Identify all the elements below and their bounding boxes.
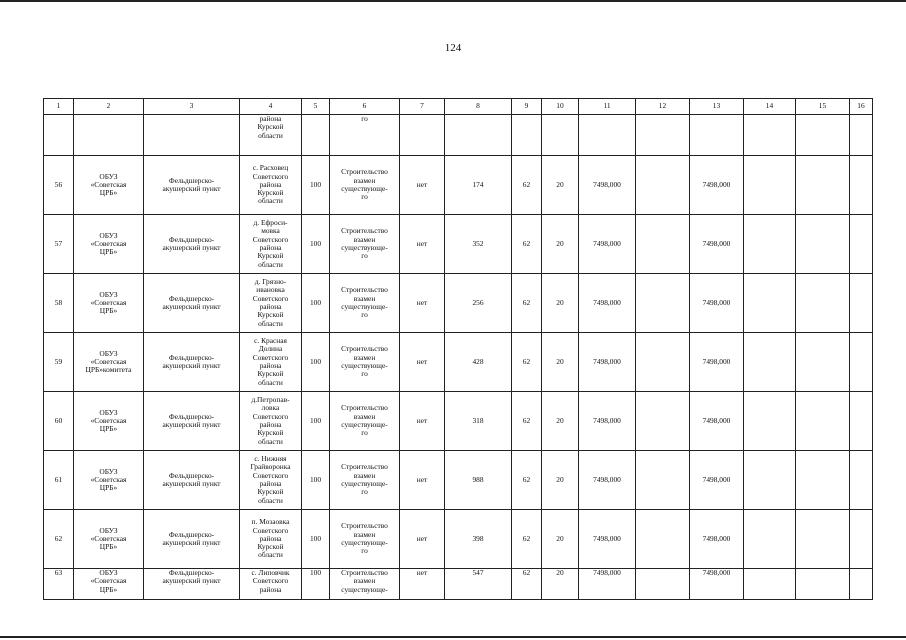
cell-14 (744, 510, 796, 569)
cell-15 (796, 156, 850, 215)
table-cell (302, 115, 330, 156)
column-header: 9 (512, 99, 542, 115)
column-header: 6 (330, 99, 400, 115)
cell-16 (850, 510, 873, 569)
row-number-cell: 58 (44, 274, 74, 333)
location-cell: д. Ефроси- мовка Советского района Курской области (240, 215, 302, 274)
cell-12 (636, 392, 690, 451)
column-header: 12 (636, 99, 690, 115)
table-row (44, 274, 873, 333)
cell-16 (850, 215, 873, 274)
table-row (44, 333, 873, 392)
cost-cell: 7498,000 (579, 451, 636, 510)
column-header: 2 (74, 99, 144, 115)
purpose-cell: Строительство взамен существующе- го (330, 392, 400, 451)
capacity-cell: 100 (302, 215, 330, 274)
cell-12 (636, 510, 690, 569)
column-header: 10 (542, 99, 579, 115)
total-cost-cell: 7498,000 (690, 274, 744, 333)
cell-9: 62 (512, 510, 542, 569)
cell-14 (744, 274, 796, 333)
cell-16 (850, 333, 873, 392)
table-row (44, 215, 873, 274)
purpose-cell: го (330, 115, 400, 156)
table-cell (400, 115, 445, 156)
cell-8: 174 (445, 156, 512, 215)
purpose-cell: Строительство взамен существующе- го (330, 156, 400, 215)
cell-16 (850, 451, 873, 510)
cell-8: 318 (445, 392, 512, 451)
organization-cell: ОБУЗ «Советская ЦРБ» (74, 156, 144, 215)
facility-type-cell: Фельдшерско- акушерский пункт (144, 215, 240, 274)
purpose-cell: Строительство взамен существующе- (330, 569, 400, 600)
cost-cell: 7498,000 (579, 333, 636, 392)
table-row (44, 451, 873, 510)
capacity-cell: 100 (302, 274, 330, 333)
cell-8: 398 (445, 510, 512, 569)
cell-12 (636, 451, 690, 510)
cell-7: нет (400, 274, 445, 333)
cost-cell: 7498,000 (579, 392, 636, 451)
cell-9: 62 (512, 569, 542, 600)
column-header: 4 (240, 99, 302, 115)
cell-15 (796, 333, 850, 392)
register-table (43, 98, 873, 600)
cell-16 (850, 156, 873, 215)
cell-9: 62 (512, 156, 542, 215)
organization-cell: ОБУЗ «Советская ЦРБ» (74, 392, 144, 451)
capacity-cell: 100 (302, 392, 330, 451)
cell-10: 20 (542, 392, 579, 451)
location-cell: с. Липовчик Советского района (240, 569, 302, 600)
cell-15 (796, 392, 850, 451)
column-header: 5 (302, 99, 330, 115)
cell-16 (850, 569, 873, 600)
facility-type-cell: Фельдшерско- акушерский пункт (144, 510, 240, 569)
cell-14 (744, 156, 796, 215)
facility-type-cell: Фельдшерско- акушерский пункт (144, 156, 240, 215)
location-cell: района Курской области (240, 115, 302, 156)
table-row (44, 392, 873, 451)
table-cell (44, 115, 74, 156)
cell-10: 20 (542, 510, 579, 569)
capacity-cell: 100 (302, 333, 330, 392)
location-cell: с. Красная Долина Советского района Курской области (240, 333, 302, 392)
total-cost-cell: 7498,000 (690, 569, 744, 600)
cost-cell: 7498,000 (579, 569, 636, 600)
table-row (44, 510, 873, 569)
facility-type-cell: Фельдшерско- акушерский пункт (144, 274, 240, 333)
capacity-cell: 100 (302, 569, 330, 600)
table-cell (74, 115, 144, 156)
cell-10: 20 (542, 156, 579, 215)
cell-8: 547 (445, 569, 512, 600)
cell-7: нет (400, 156, 445, 215)
cell-8: 988 (445, 451, 512, 510)
total-cost-cell: 7498,000 (690, 333, 744, 392)
table-cell (690, 115, 744, 156)
location-cell: д.Петропав- ловка Советского района Курской области (240, 392, 302, 451)
cell-14 (744, 569, 796, 600)
cell-12 (636, 569, 690, 600)
capacity-cell: 100 (302, 451, 330, 510)
continuation-row (44, 115, 873, 156)
cell-15 (796, 274, 850, 333)
cell-16 (850, 274, 873, 333)
column-header: 7 (400, 99, 445, 115)
header-row (44, 99, 873, 115)
location-cell: с. Расховец Советского района Курской области (240, 156, 302, 215)
cell-16 (850, 392, 873, 451)
cell-7: нет (400, 392, 445, 451)
column-header: 15 (796, 99, 850, 115)
table-cell (445, 115, 512, 156)
column-header: 16 (850, 99, 873, 115)
cell-12 (636, 333, 690, 392)
facility-type-cell: Фельдшерско- акушерский пункт (144, 333, 240, 392)
total-cost-cell: 7498,000 (690, 451, 744, 510)
purpose-cell: Строительство взамен существующе- го (330, 333, 400, 392)
cell-12 (636, 215, 690, 274)
table-row (44, 156, 873, 215)
facility-type-cell: Фельдшерско- акушерский пункт (144, 451, 240, 510)
page-bottom-border (0, 636, 906, 638)
column-header: 1 (44, 99, 74, 115)
location-cell: д. Грязно- ивановка Советского района Курской области (240, 274, 302, 333)
cell-10: 20 (542, 569, 579, 600)
purpose-cell: Строительство взамен существующе- го (330, 451, 400, 510)
column-header: 11 (579, 99, 636, 115)
table-cell (850, 115, 873, 156)
column-header: 3 (144, 99, 240, 115)
cell-10: 20 (542, 333, 579, 392)
cell-7: нет (400, 510, 445, 569)
cell-8: 352 (445, 215, 512, 274)
table-cell (542, 115, 579, 156)
organization-cell: ОБУЗ «Советская ЦРБ»комитета (74, 333, 144, 392)
purpose-cell: Строительство взамен существующе- го (330, 510, 400, 569)
cost-cell: 7498,000 (579, 274, 636, 333)
page-number: 124 (444, 42, 462, 54)
cell-9: 62 (512, 392, 542, 451)
cell-8: 428 (445, 333, 512, 392)
cost-cell: 7498,000 (579, 215, 636, 274)
cell-15 (796, 215, 850, 274)
page-top-border (0, 0, 906, 2)
cell-12 (636, 274, 690, 333)
cell-15 (796, 510, 850, 569)
row-number-cell: 62 (44, 510, 74, 569)
organization-cell: ОБУЗ «Советская ЦРБ» (74, 569, 144, 600)
row-number-cell: 61 (44, 451, 74, 510)
cell-7: нет (400, 333, 445, 392)
cell-9: 62 (512, 333, 542, 392)
row-number-cell: 63 (44, 569, 74, 600)
cell-10: 20 (542, 215, 579, 274)
cell-15 (796, 569, 850, 600)
table-row (44, 569, 873, 600)
purpose-cell: Строительство взамен существующе- го (330, 274, 400, 333)
total-cost-cell: 7498,000 (690, 392, 744, 451)
cell-10: 20 (542, 451, 579, 510)
cell-8: 256 (445, 274, 512, 333)
row-number-cell: 57 (44, 215, 74, 274)
table-cell (636, 115, 690, 156)
cell-15 (796, 451, 850, 510)
column-header: 14 (744, 99, 796, 115)
row-number-cell: 60 (44, 392, 74, 451)
cell-9: 62 (512, 451, 542, 510)
table-cell (144, 115, 240, 156)
table-cell (796, 115, 850, 156)
cell-14 (744, 333, 796, 392)
table-cell (579, 115, 636, 156)
cell-9: 62 (512, 215, 542, 274)
purpose-cell: Строительство взамен существующе- го (330, 215, 400, 274)
cell-7: нет (400, 215, 445, 274)
total-cost-cell: 7498,000 (690, 510, 744, 569)
table-cell (512, 115, 542, 156)
table-cell (744, 115, 796, 156)
organization-cell: ОБУЗ «Советская ЦРБ» (74, 274, 144, 333)
facility-type-cell: Фельдшерско- акушерский пункт (144, 392, 240, 451)
organization-cell: ОБУЗ «Советская ЦРБ» (74, 510, 144, 569)
facility-type-cell: Фельдшерско- акушерский пункт (144, 569, 240, 600)
cell-14 (744, 215, 796, 274)
cell-14 (744, 451, 796, 510)
total-cost-cell: 7498,000 (690, 215, 744, 274)
row-number-cell: 59 (44, 333, 74, 392)
cell-12 (636, 156, 690, 215)
capacity-cell: 100 (302, 156, 330, 215)
capacity-cell: 100 (302, 510, 330, 569)
cell-7: нет (400, 451, 445, 510)
column-header: 8 (445, 99, 512, 115)
organization-cell: ОБУЗ «Советская ЦРБ» (74, 215, 144, 274)
cost-cell: 7498,000 (579, 510, 636, 569)
cost-cell: 7498,000 (579, 156, 636, 215)
cell-9: 62 (512, 274, 542, 333)
organization-cell: ОБУЗ «Советская ЦРБ» (74, 451, 144, 510)
cell-10: 20 (542, 274, 579, 333)
total-cost-cell: 7498,000 (690, 156, 744, 215)
location-cell: п. Мозаовка Советского района Курской области (240, 510, 302, 569)
row-number-cell: 56 (44, 156, 74, 215)
location-cell: с. Нижняя Грайворонка Советского района Курской области (240, 451, 302, 510)
cell-14 (744, 392, 796, 451)
column-header: 13 (690, 99, 744, 115)
cell-7: нет (400, 569, 445, 600)
